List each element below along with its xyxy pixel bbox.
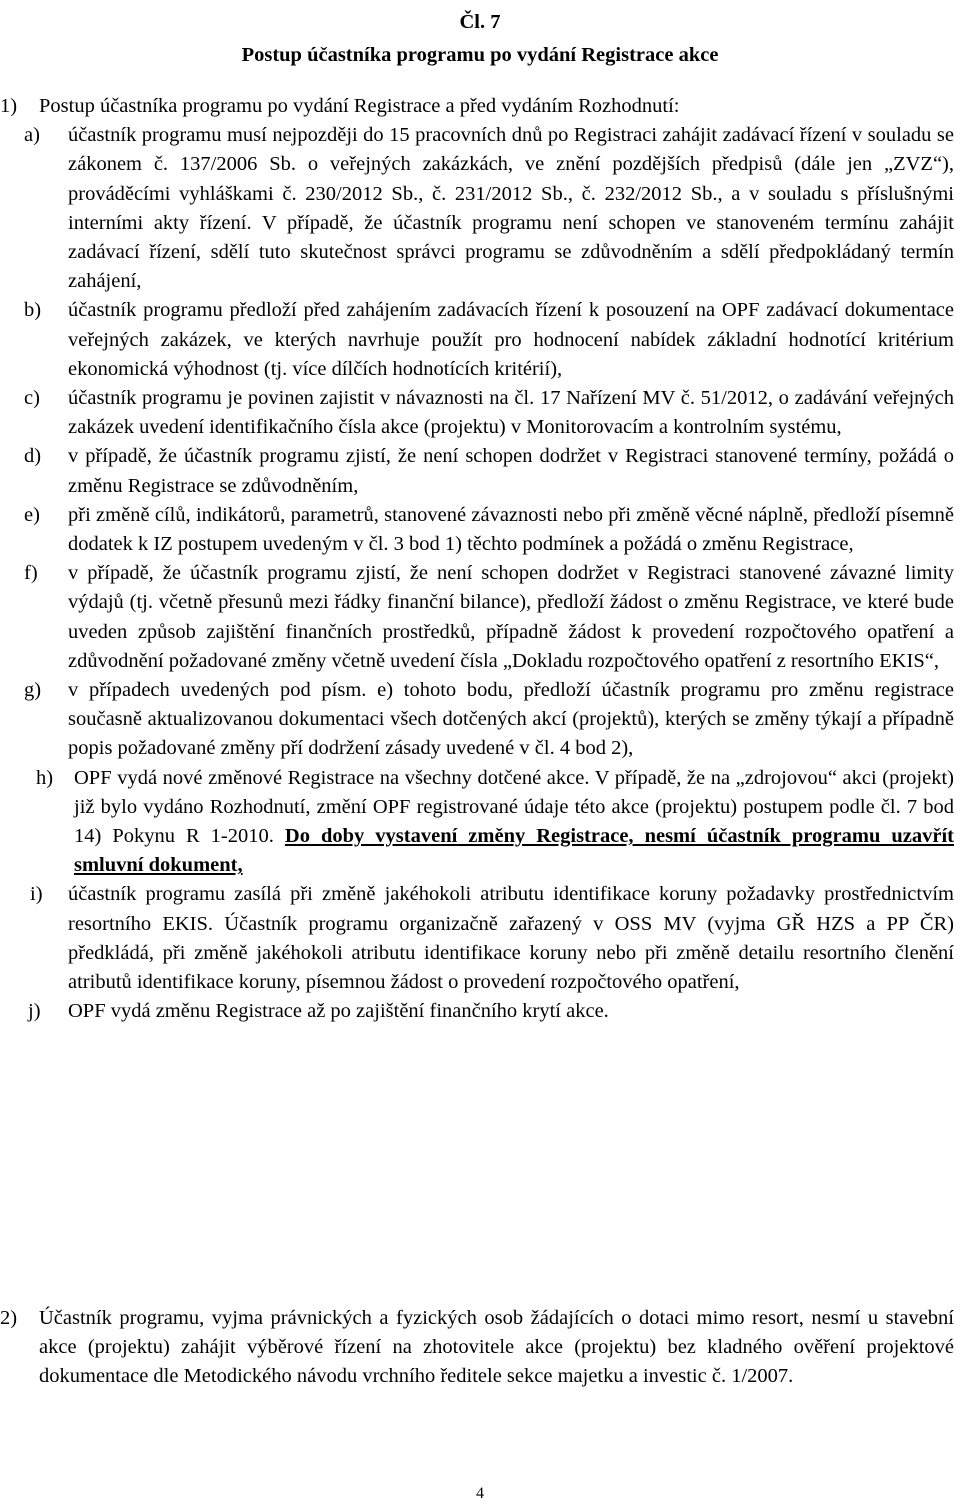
list-marker-i: i) xyxy=(30,883,43,906)
article-number: Čl. 7 xyxy=(459,11,501,33)
list-item-a xyxy=(0,121,960,296)
section-1-heading-row xyxy=(0,92,960,121)
section-1-heading: Postup účastníka programu po vydání Registrace a před vydáním Rozhodnutí: xyxy=(39,95,680,117)
list-marker-h: h) xyxy=(36,766,54,789)
section-2-row xyxy=(0,1304,960,1392)
list-item-f xyxy=(0,559,960,676)
section-1-number: 1) xyxy=(0,95,18,117)
list-text-c: účastník programu je povinen zajistit v návaznosti na čl. 17 Nařízení MV č. 51/2012, o zadávání veřejných zakázek uvedení identifikačního čísla akce (projektu) v Monitorovacím a kontrolním systému, xyxy=(68,387,954,439)
list-text-h: OPF vydá nové změnové Registrace na všechny dotčené akce. V případě, že na „zdrojovou“ akci (projekt) již bylo vydáno Rozhodnutí, změní OPF registrované údaje této akce (projektu) postupem podle čl. 7 bod 14) Pokynu R 1-2010. xyxy=(74,766,954,848)
section-1 xyxy=(0,92,960,1027)
list-text-e: při změně cílů, indikátorů, parametrů, stanovené závaznosti nebo při změně věcné náplně, předloží písemně dodatek k IZ postupem uvedeným v čl. 3 bod 1) těchto podmínek a požádá o změnu Registrace, xyxy=(68,503,954,556)
list-marker-f: f) xyxy=(24,562,38,585)
page-number: 4 xyxy=(476,1485,484,1502)
list-item-d xyxy=(0,442,960,500)
list-item-j xyxy=(0,997,960,1026)
list-marker-g: g) xyxy=(24,679,42,702)
list-item-g xyxy=(0,676,960,764)
list-text-b: účastník programu předloží před zahájením zadávacích řízení k posouzení na OPF zadávací dokumentace veřejných zakázek, ve kterých navrhuje použít pro hodnocení nabídek základní hodnotící kritérium ekonomická výhodnost (tj. více dílčích hodnotících kritérií), xyxy=(68,299,954,380)
section-2 xyxy=(0,1304,960,1392)
article-header xyxy=(0,6,960,72)
list-marker-a: a) xyxy=(24,124,40,147)
section-2-text: Účastník programu, vyjma právnických a fyzických osob žádajících o dotaci mimo resort, nesmí u stavební akce (projektu) zahájit výběrové řízení na zhotovitele akce (projektu) bez kladného ověření projektové dokumentace dle Metodického návodu vrchního ředitele sekce majetku a investic č. 1/2007. xyxy=(39,1307,954,1388)
list-text-h-emphasis: Do doby vystavení změny Registrace, nesmí účastník programu uzavřít smluvní dokument, xyxy=(74,825,954,877)
list-marker-d: d) xyxy=(24,445,42,468)
list-item-e xyxy=(0,501,960,559)
list-marker-b: b) xyxy=(24,299,42,322)
list-marker-e: e) xyxy=(24,503,40,526)
list-text-i: účastník programu zasílá při změně jakéhokoli atributu identifikace koruny požadavky prostřednictvím resortního EKIS. Účastník programu organizačně zařazený v OSS MV (vyjma GŘ HZS a PP ČR) předkládá, při změně jakéhokoli atributu identifikace koruny nebo při změně detailu resortního členění atributů identifikace koruny, písemnou žádost o provedení rozpočtového opatření, xyxy=(68,883,954,994)
section-2-number: 2) xyxy=(0,1307,18,1329)
list-text-a: účastník programu musí nejpozději do 15 pracovních dnů po Registraci zahájit zadávací řízení v souladu se zákonem č. 137/2006 Sb. o veřejných zakázkách, ve znění pozdějších předpisů (dále jen „ZVZ“), prováděcími vyhláškami č. 230/2012 Sb., č. 231/2012 Sb., č. 232/2012 Sb., a v souladu s příslušnými interními akty řízení. V případě, že účastník programu není schopen ve stanoveném termínu zahájit zadávací řízení, sdělí tuto skutečnost správci programu se zdůvodněním a sdělí předpokládaný termín zahájení, xyxy=(68,124,954,293)
list-item-b xyxy=(0,296,960,384)
list-item-i xyxy=(0,880,960,997)
list-marker-j: j) xyxy=(28,1000,41,1023)
list-text-d: v případě, že účastník programu zjistí, že není schopen dodržet v Registraci stanovené termíny, požádá o změnu Registrace se zdůvodněním, xyxy=(68,445,954,497)
list-item-h xyxy=(0,764,960,881)
list-item-c xyxy=(0,384,960,442)
list-text-g: v případech uvedených pod písm. e) tohoto bodu, předloží účastník programu pro změnu registrace současně aktualizovanou dokumentaci všech dotčených akcí (projektů), kterých se změny týkají a případně popis požadované změny pří dodržení zásady uvedené v čl. 4 bod 2), xyxy=(68,679,954,760)
list-text-f: v případě, že účastník programu zjistí, že není schopen dodržet v Registraci stanovené závazné limity výdajů (tj. včetně přesunů mezi řádky finanční bilance), předloží žádost o změnu Registrace, ve které bude uveden způsob zajištění finančních prostředků, případně žádost k provedení rozpočtového opatření a zdůvodnění požadované změny včetně uvedení čísla „Dokladu rozpočtového opatření z resortního EKIS“, xyxy=(68,562,954,672)
list-marker-c: c) xyxy=(24,387,40,410)
list-text-j: OPF vydá změnu Registrace až po zajištění finančního krytí akce. xyxy=(68,1000,609,1023)
article-title: Postup účastníka programu po vydání Registrace akce xyxy=(241,44,719,66)
